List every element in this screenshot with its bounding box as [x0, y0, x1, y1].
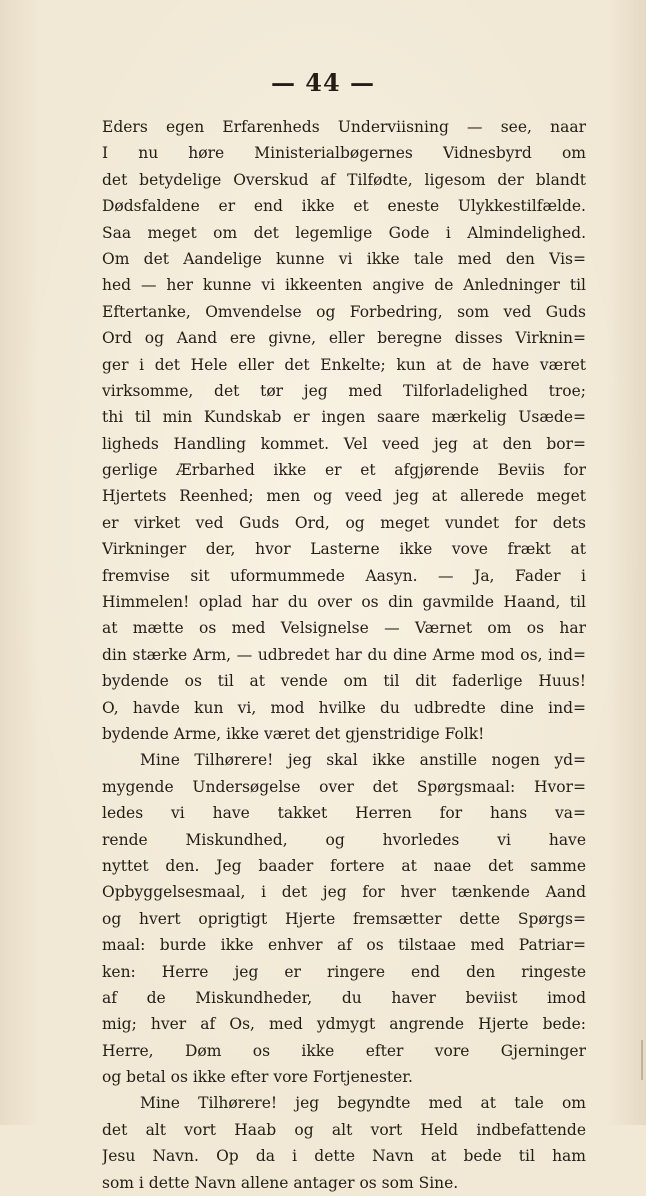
text-line: hed — her kunne vi ikkeenten angive de Anledninger til: [102, 276, 586, 295]
text-line: ledes vi have takket Herren for hans va=: [102, 804, 586, 823]
text-line: det alt vort Haab og alt vort Held indbefattende: [102, 1120, 586, 1139]
text-line: af de Miskundheder, du haver beviist imod: [102, 988, 586, 1007]
text-line: rende Miskundhed, og hvorledes vi have: [102, 830, 586, 849]
text-line: Ord og Aand ere givne, eller beregne disses Virknin=: [102, 329, 586, 348]
text-line: Eders egen Erfarenheds Underviisning — see, naar: [102, 118, 586, 136]
text-line: thi til min Kundskab er ingen saare mærkelig Usæde=: [102, 408, 586, 427]
text-line: mygende Undersøgelse over det Spørgsmaal: Hvor=: [102, 777, 586, 796]
text-line: ligheds Handling kommet. Vel veed jeg at den bor=: [102, 434, 586, 453]
text-line: det betydelige Overskud af Tilfødte, ligesom der blandt: [102, 170, 586, 189]
text-line: I nu høre Ministerialbøgernes Vidnesbyrd om: [102, 144, 586, 163]
text-line: Hjertets Reenhed; men og veed jeg at allerede meget: [102, 487, 586, 506]
text-line: ken: Herre jeg er ringere end den ringeste: [102, 962, 586, 981]
text-line: gerlige Ærbarhed ikke er et afgjørende Beviis for: [102, 461, 586, 480]
text-line: som i dette Navn allene antager os som Sine.: [102, 1173, 459, 1192]
text-line: Mine Tilhørere! jeg skal ikke anstille nogen yd=: [140, 751, 586, 770]
text-line: maal: burde ikke enhver af os tilstaae med Patriar=: [102, 936, 586, 955]
text-line: at mætte os med Velsignelse — Værnet om os har: [102, 619, 586, 638]
text-line: og betal os ikke efter vore Fortjenester.: [102, 1068, 413, 1087]
text-line: Dødsfaldene er end ikke et eneste Ulykkestilfælde.: [102, 197, 586, 216]
page-number: — 44 —: [270, 68, 376, 97]
text-line: Jesu Navn. Op da i dette Navn at bede til ham: [102, 1147, 586, 1166]
text-line: Mine Tilhørere! jeg begyndte med at tale om: [140, 1094, 586, 1113]
text-line: Saa meget om det legemlige Gode i Almindelighed.: [102, 223, 586, 242]
text-line: virksomme, det tør jeg med Tilforladelighed troe;: [102, 381, 586, 400]
text-line: bydende os til at vende om til dit faderlige Huus!: [102, 672, 586, 691]
text-line: ger i det Hele eller det Enkelte; kun at de have været: [102, 355, 586, 374]
text-line: Herre, Døm os ikke efter vore Gjerninger: [102, 1041, 586, 1060]
text-line: Himmelen! oplad har du over os din gavmilde Haand, til: [102, 593, 586, 612]
body-text: [102, 114, 586, 1196]
page-edge-shadow: [641, 1040, 643, 1080]
text-line: mig; hver af Os, med ydmygt angrende Hjerte bede:: [102, 1015, 586, 1034]
text-line: og hvert oprigtigt Hjerte fremsætter dette Spørgs=: [102, 909, 586, 928]
text-line: Opbyggelsesmaal, i det jeg for hver tænkende Aand: [102, 883, 586, 902]
text-line: fremvise sit uformummede Aasyn. — Ja, Fader i: [102, 566, 586, 585]
text-line: er virket ved Guds Ord, og meget vundet for dets: [102, 513, 586, 532]
text-line: bydende Arme, ikke været det gjenstridige Folk!: [102, 724, 485, 743]
text-line: din stærke Arm, — udbredet har du dine Arme mod os, ind=: [102, 645, 586, 664]
text-line: Eftertanke, Omvendelse og Forbedring, som ved Guds: [102, 302, 586, 321]
text-line: O, havde kun vi, mod hvilke du udbredte dine ind=: [102, 698, 586, 717]
text-line: Om det Aandelige kunne vi ikke tale med den Vis=: [102, 249, 586, 268]
text-line: Virkninger der, hvor Lasterne ikke vove frækt at: [102, 540, 586, 559]
text-line: nyttet den. Jeg baader fortere at naae det samme: [102, 856, 586, 875]
